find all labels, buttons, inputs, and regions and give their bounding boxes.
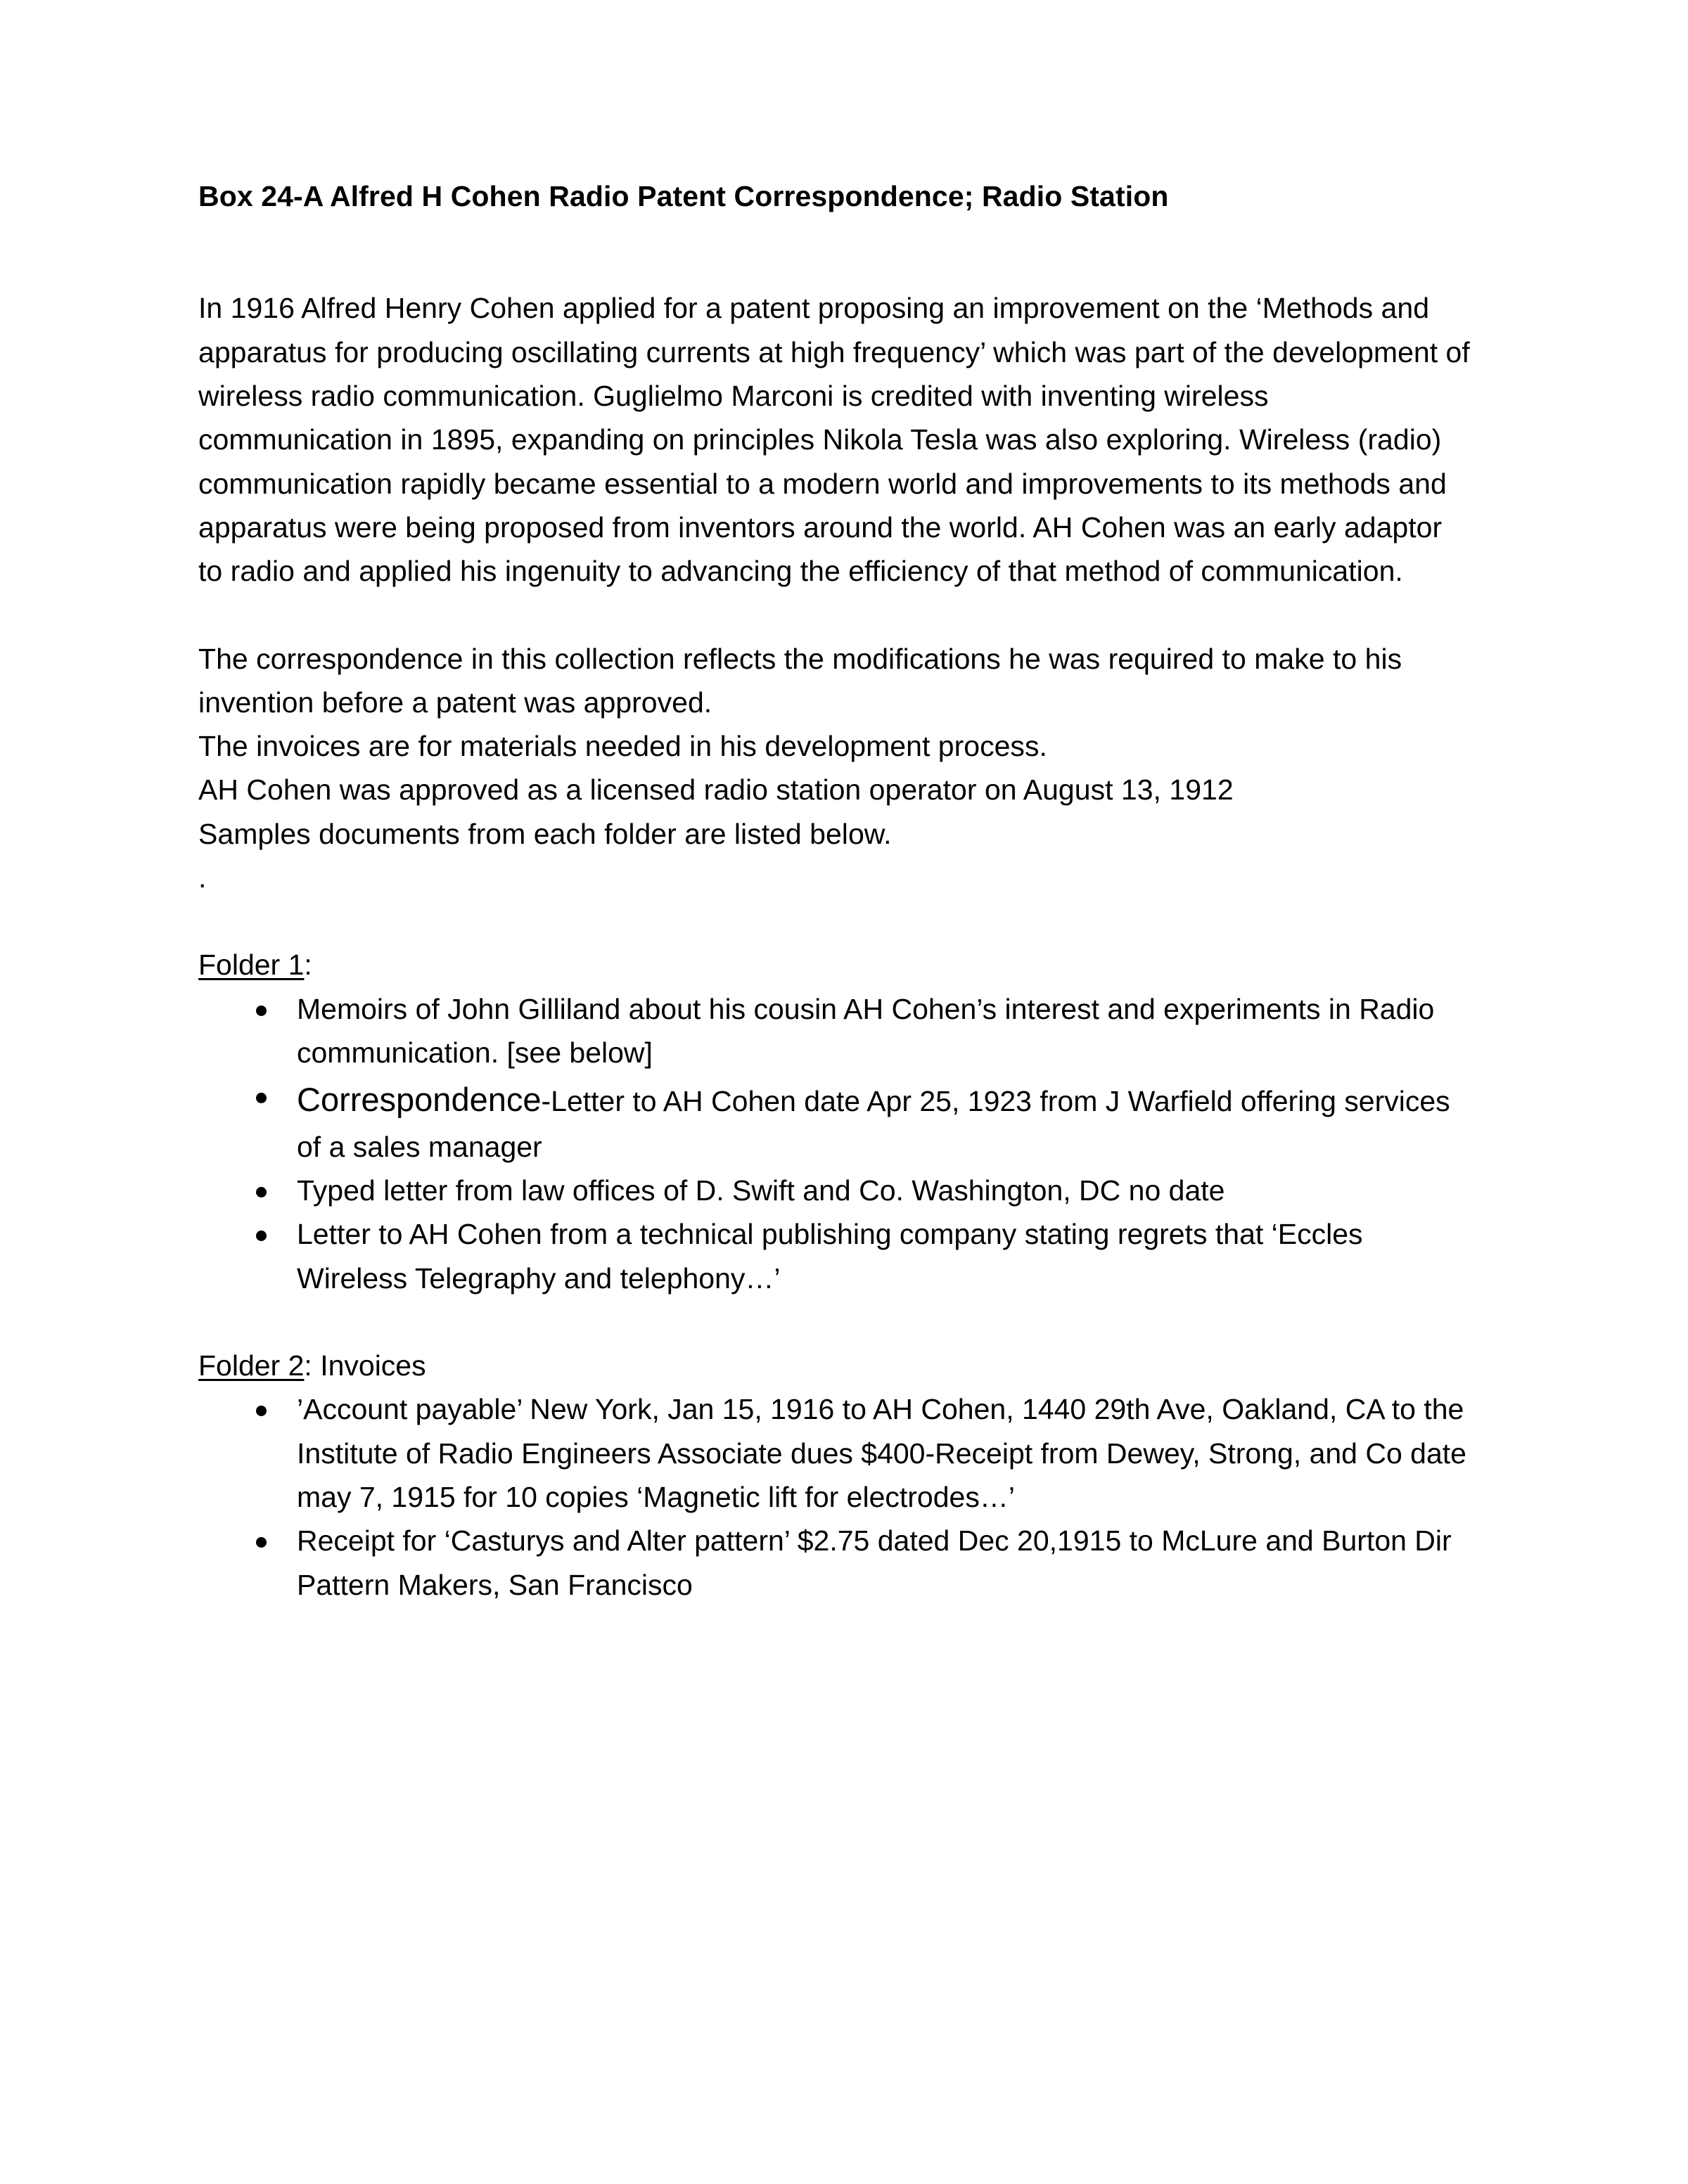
list-item-text: Receipt for ‘Casturys and Alter pattern’ $2.75 dated Dec 20,1915 to McLure and Burton Dir Pattern Makers, San Francisco xyxy=(297,1524,1452,1601)
paragraph-gap-3 xyxy=(198,1300,1470,1344)
list-item xyxy=(198,1387,1470,1519)
invoices-note-paragraph: The invoices are for materials needed in his development process. xyxy=(198,730,1047,763)
list-item-text: Memoirs of John Gilliland about his cousin AH Cohen’s interest and experiments in Radio communication. [see below] xyxy=(297,992,1435,1069)
list-item-text: -Letter to AH Cohen date Apr 25, 1923 from J Warfield offering services of a sales manager xyxy=(297,1085,1450,1163)
folder-1-item-list xyxy=(198,987,1470,1300)
folder-1-suffix: : xyxy=(304,949,312,982)
intro-paragraph: In 1916 Alfred Henry Cohen applied for a patent proposing an improvement on the ‘Methods and apparatus for producing oscillating currents at high frequency’ which was part of the development of wireless radio communication. Guglielmo Marconi is credited with inventing wireless communication in 1895, expanding on principles Nikola Tesla was also exploring. Wireless (radio) communication rapidly became essential to a modern world and improvements to its methods and apparatus were being proposed from inventors around the world. AH Cohen was an early adaptor to radio and applied his ingenuity to advancing the efficiency of that method of communication. xyxy=(198,292,1470,588)
list-item xyxy=(198,987,1470,1075)
list-item xyxy=(198,1074,1470,1169)
stray-period-line: . xyxy=(198,861,207,894)
list-item xyxy=(198,1212,1470,1300)
list-item-text: Typed letter from law offices of D. Swift and Co. Washington, DC no date xyxy=(297,1174,1225,1207)
list-item xyxy=(198,1519,1470,1607)
page-title: Box 24-A Alfred H Cohen Radio Patent Correspondence; Radio Station xyxy=(198,180,1169,212)
paragraph-gap-1 xyxy=(198,593,1470,637)
list-item-text: Letter to AH Cohen from a technical publishing company stating regrets that ‘Eccles Wireless Telegraphy and telephony…’ xyxy=(297,1218,1363,1295)
correspondence-note-paragraph: The correspondence in this collection reflects the modifications he was required to make to his invention before a patent was approved. xyxy=(198,642,1402,719)
folder-2-heading xyxy=(198,1344,1470,1387)
document-body xyxy=(198,177,1470,1607)
folder-2-suffix: : Invoices xyxy=(304,1349,426,1382)
folder-1-label: Folder 1 xyxy=(198,949,305,982)
title-spacer xyxy=(198,216,1470,286)
list-item-text: ’Account payable’ New York, Jan 15, 1916 to AH Cohen, 1440 29th Ave, Oakland, CA to the Institute of Radio Engineers Associate dues $400-Receipt from Dewey, Strong, and Co date may 7, 1915 for 10 copies ‘Magnetic lift for electrodes…’ xyxy=(297,1393,1466,1513)
license-note-paragraph: AH Cohen was approved as a licensed radio station operator on August 13, 1912 xyxy=(198,773,1234,807)
paragraph-gap-2 xyxy=(198,899,1470,943)
list-item-lead: Correspondence xyxy=(297,1081,542,1119)
folder-2-label: Folder 2 xyxy=(198,1349,305,1382)
samples-note-paragraph: Samples documents from each folder are listed below. xyxy=(198,817,892,850)
folder-2-item-list xyxy=(198,1387,1470,1607)
folder-1-heading xyxy=(198,943,1470,987)
list-item xyxy=(198,1169,1470,1212)
